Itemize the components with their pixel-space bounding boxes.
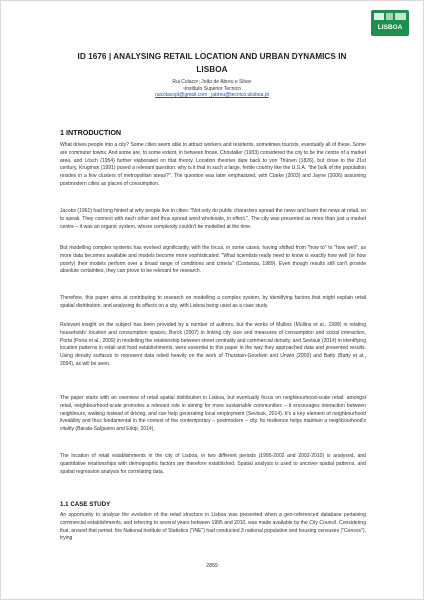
- conference-logo: [371, 10, 409, 36]
- paragraph-1: What drives people into a city? Some cities seem able to attract workers and residents, sometimes tourists, eventually all of these. Some are commuter towns. And some are, to some extent, in between those. Christaller (1933) considered the city to be the centre of a market area, and Lösch (1954) further elaborated on that theory. Location theories date back to von Thünen (1826), but close to the 21st century, Krugman (1991) posed a relevant question: why is it that in such a large, fertile country like the U.S.A. "the bulk of the population resides in a few clusters of metropolitan areas?". The question was later emphasized, with Clarke (2003) and Jayne (2006) assuming postmodern cities as places of consumption.: [60, 142, 366, 187]
- paragraph-3: But modelling complex systems has evolved significantly, with the focus, in some cases, having shifted from "how to" to "how well", as more data becomes available and models become more sophisticated. "What scientists really need to know is exactly how well (or how poorly) their models perform over a broad range of conditions and criteria" (Costanza, 1989). Even though results still can't provide absolute certainties, they can prove to be relevant for research.: [60, 245, 366, 275]
- page-number: 2859: [206, 563, 218, 569]
- paragraph-4: Therefore, this paper aims at contributing to research on modelling a complex system, by identifying factors that might explain retail spatial distribution, and analysing its effects on a city, with Lisboa being used as a case study.: [60, 295, 366, 309]
- paragraph-6: The paper starts with an overview of retail spatial distribution in Lisboa, but eventually focus on neighbourhood-scale retail: amongst retail, neighbourhood-scale promotes a relevant role in aiming for more sustainable communities – it encourages interaction between neighbours, walking instead of driving, and can help generating local employment (Sevtsuk, 2014). It's a key element of neighbourhood liveability and thus fundamental in the context of the contemporary – postmodern – city. Its resilience helps maintain a neighbourhood's vitality (Barata-Salgueiro and Erkip, 2014).: [60, 395, 366, 432]
- affiliation: ¹Instituto Superior Tecnico: [183, 85, 241, 92]
- paragraph-5: Relevant insight on the subject has been provided by a number of authors, but the works of Mullins (Mullins et al., 1999) in relating households' location and consumption spaces, Borck (2007) in linking city size and measures of consumption and social interaction, Porta (Porta et al., 2009) in modelling the relationship between street centrality and commercial density, and Sevtsuk (2014) in identifying location patterns in retail and food establishments, were essential to this paper in the way they approached data and presented results. Using density surfaces to represent data relied heavily on the work of Thurstain-Goodwin and Unwin (2000) and Batty (Batty et al., 2004), as will be seen.: [60, 322, 366, 367]
- section-heading-introduction: 1 INTRODUCTION: [60, 128, 122, 137]
- paragraph-7: The location of retail establishments in the city of Lisboa, in two different periods (1995-2002 and 2002-2010) is analysed, and quantitative relationships with demographic factors are therefore established. Spatial analysis is used to uncover spatial patterns, and spatial regression analysis for correlating data.: [60, 453, 366, 475]
- author-block: [61, 79, 363, 99]
- paper-title: [41, 50, 383, 76]
- author-names: Rui Colaco¹; João de Abreu e Silva¹: [172, 79, 252, 85]
- paragraph-8: An opportunity to analyse the evolution of the retail structure in Lisboa was presented when a geo-referenced database pertaining commercial establishments, and referring to several years between 1995 and 2010, was made available by the City Council. Considering that, around that period, the National Institute of Statistics ("INE") had conducted 3 national population and housing censuses ("Censos"), trying: [60, 512, 366, 542]
- svg-text:LISBOA: LISBOA: [377, 24, 403, 31]
- paragraph-2: Jacobs (1961) had long hinted at why people live in cities: "Not only do public characters spread the news and learn the news at retail, so to speak. They connect with each other and thus spread word wholesale, in effect.". The city was presented as more than just a market centre – it was an organic system, whose complexity couldn't be modelled at the time.: [60, 208, 366, 230]
- author-emails[interactable]: ruicolacopt@gmail.com ; jabreu@tecnico.ulisboa.pt: [155, 92, 269, 99]
- title-line-2: LISBOA: [196, 65, 228, 74]
- section-heading-case-study: 1.1 CASE STUDY: [60, 501, 111, 508]
- title-line-1: ID 1676 | ANALYSING RETAIL LOCATION AND URBAN DYNAMICS IN: [77, 52, 347, 61]
